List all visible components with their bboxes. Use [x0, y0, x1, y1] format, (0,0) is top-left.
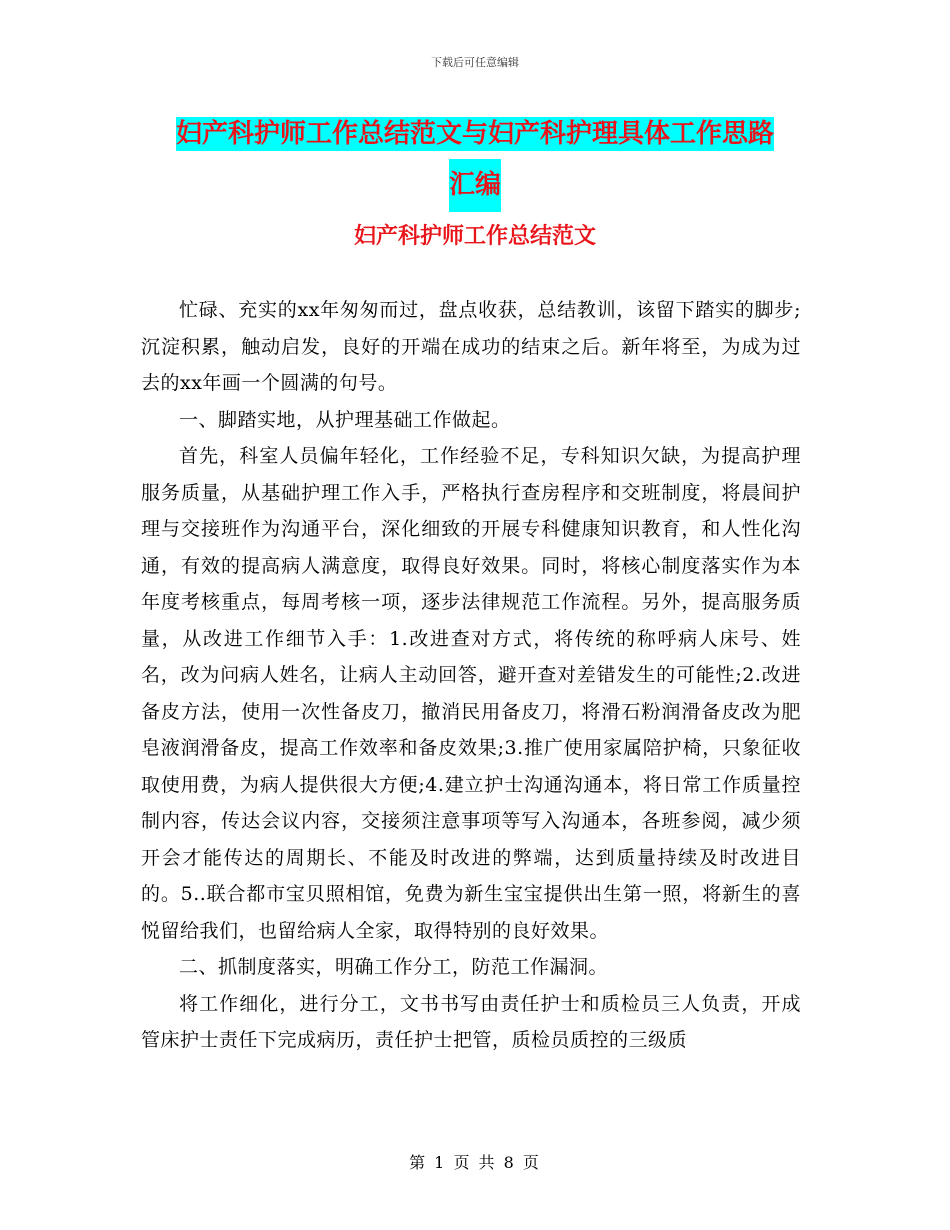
paragraph: 将工作细化，进行分工，文书书写由责任护士和质检员三人负责，开成管床护士责任下完成病历，责任护士把管，质检员质控的三级质 — [141, 992, 801, 1051]
document-title — [0, 110, 950, 212]
paragraph: 忙碌、充实的xx年匆匆而过，盘点收获，总结教训，该留下踏实的脚步;沉淀积累，触动启发，良好的开端在成功的结束之后。新年将至，为成为过去的xx年画一个圆满的句号。 — [141, 299, 801, 394]
paragraph: 二、抓制度落实，明确工作分工，防范工作漏洞。 — [179, 956, 609, 978]
page-footer: 第 1 页 共 8 页 — [409, 1153, 541, 1172]
header-note: 下载后可任意编辑 — [431, 56, 519, 69]
paragraph: 一、脚踏实地，从护理基础工作做起。 — [179, 408, 511, 431]
paragraph: 首先，科室人员偏年轻化，工作经验不足，专科知识欠缺，为提高护理服务质量，从基础护理工作入手，严格执行查房程序和交班制度，将晨间护理与交接班作为沟通平台，深化细致的开展专科健康知识教育，和人性化沟通，有效的提高病人满意度，取得良好效果。同时，将核心制度落实作为本年度考核重点，每周考核一项，逐步法律规范工作流程。另外，提高服务质量，从改进工作细节入手：1.改进查对方式，将传统的称呼病人床号、姓名，改为问病人姓名，让病人主动回答，避开查对差错发生的可能性;2.改进备皮方法，使用一次性备皮刀，撤消民用备皮刀，将滑石粉润滑备皮改为肥皂液润滑备皮，提高工作效率和备皮效果;3.推广使用家属陪护椅，只象征收取使用费，为病人提供很大方便;4.建立护士沟通沟通本，将日常工作质量控制内容，传达会议内容，交接须注意事项等写入沟通本，各班参阅，减少须开会才能传达的周期长、不能及时改进的弊端，达到质量持续及时改进目的。5..联合都市宝贝照相馆，免费为新生宝宝提供出生第一照，将新生的喜悦留给我们，也留给病人全家，取得特别的良好效果。 — [141, 445, 801, 942]
document-title-line1: 妇产科护师工作总结范文与妇产科护理具体工作思路 — [175, 119, 774, 149]
document-title-line2: 汇编 — [449, 159, 501, 212]
document-body — [141, 292, 801, 1059]
section-title: 妇产科护师工作总结范文 — [353, 224, 596, 249]
